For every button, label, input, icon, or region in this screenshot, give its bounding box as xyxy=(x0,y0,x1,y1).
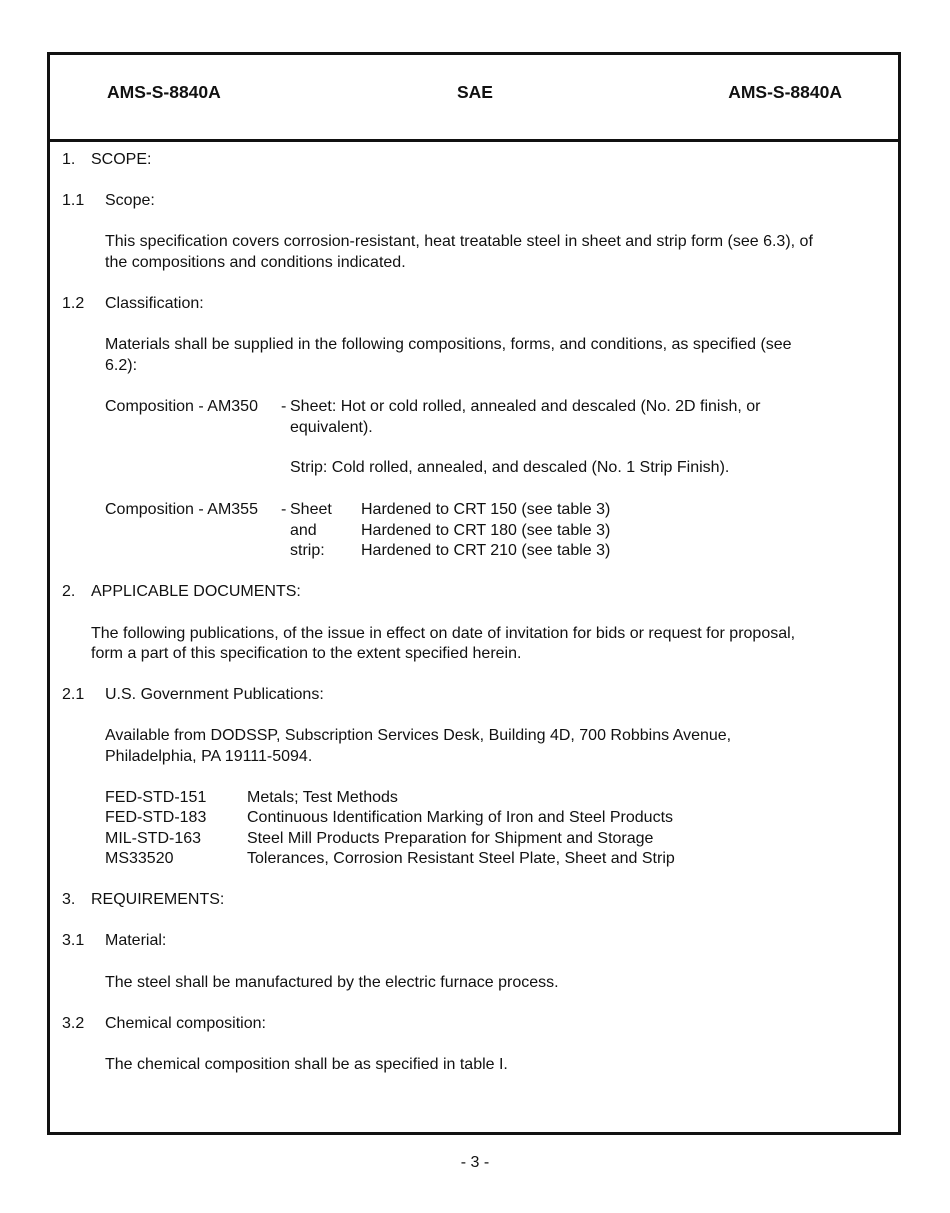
paragraph-line: This specification covers corrosion-resistant, heat treatable steel in sheet and strip form (see 6.3), of xyxy=(105,233,813,250)
section-number: 1. xyxy=(62,151,76,168)
hardness-condition: Hardened to CRT 210 (see table 3) xyxy=(361,542,611,559)
sheet-condition-line: equivalent). xyxy=(290,419,373,436)
strip-condition: Strip: Cold rolled, annealed, and descaled (No. 1 Strip Finish). xyxy=(290,459,730,476)
subsection-title: Chemical composition: xyxy=(105,1015,266,1032)
subsection-title: Classification: xyxy=(105,295,204,312)
subsection-number: 1.2 xyxy=(62,295,85,312)
subsection-title: Material: xyxy=(105,932,167,949)
hardness-condition: Hardened to CRT 180 (see table 3) xyxy=(361,522,611,539)
section-title: REQUIREMENTS: xyxy=(91,891,225,908)
hardness-condition: Hardened to CRT 150 (see table 3) xyxy=(361,501,611,518)
composition-dash: - xyxy=(281,398,287,415)
subsection-number: 3.1 xyxy=(62,932,85,949)
paragraph-line: Philadelphia, PA 19111-5094. xyxy=(105,748,313,765)
header-doc-number-right: AMS-S-8840A xyxy=(728,82,842,102)
doc-title: Metals; Test Methods xyxy=(247,789,398,806)
section-number: 3. xyxy=(62,891,76,908)
paragraph-line: the compositions and conditions indicated. xyxy=(105,254,406,271)
page-header xyxy=(50,55,898,142)
paragraph-line: The chemical composition shall be as specified in table I. xyxy=(105,1056,508,1073)
header-doc-number-left: AMS-S-8840A xyxy=(107,82,221,102)
doc-title: Tolerances, Corrosion Resistant Steel Plate, Sheet and Strip xyxy=(247,850,675,867)
page-number: - 3 - xyxy=(460,1154,490,1171)
subsection-title: U.S. Government Publications: xyxy=(105,686,324,703)
doc-id: MIL-STD-163 xyxy=(105,830,202,847)
section-number: 2. xyxy=(62,583,76,600)
paragraph-line: form a part of this specification to the extent specified herein. xyxy=(91,645,522,662)
subsection-number: 2.1 xyxy=(62,686,85,703)
section-title: SCOPE: xyxy=(91,151,152,168)
subsection-title: Scope: xyxy=(105,192,155,209)
subsection-number: 1.1 xyxy=(62,192,85,209)
doc-id: MS33520 xyxy=(105,850,174,867)
section-title: APPLICABLE DOCUMENTS: xyxy=(91,583,301,600)
composition-label: Composition - AM355 xyxy=(105,501,258,518)
paragraph-line: 6.2): xyxy=(105,357,138,374)
paragraph-line: The steel shall be manufactured by the electric furnace process. xyxy=(105,974,559,991)
form-label: Sheet xyxy=(290,501,332,518)
composition-label: Composition - AM350 xyxy=(105,398,258,415)
paragraph-line: The following publications, of the issue in effect on date of invitation for bids or request for proposal, xyxy=(91,625,796,642)
doc-id: FED-STD-151 xyxy=(105,789,207,806)
header-organization: SAE xyxy=(457,82,493,102)
doc-title: Steel Mill Products Preparation for Shipment and Storage xyxy=(247,830,654,847)
form-label: and xyxy=(290,522,317,539)
paragraph-line: Available from DODSSP, Subscription Services Desk, Building 4D, 700 Robbins Avenue, xyxy=(105,727,732,744)
form-label: strip: xyxy=(290,542,325,559)
composition-dash: - xyxy=(281,501,287,518)
doc-id: FED-STD-183 xyxy=(105,809,207,826)
doc-title: Continuous Identification Marking of Iron and Steel Products xyxy=(247,809,674,826)
sheet-condition-line: Sheet: Hot or cold rolled, annealed and descaled (No. 2D finish, or xyxy=(290,398,761,415)
paragraph-line: Materials shall be supplied in the following compositions, forms, and conditions, as specified (see xyxy=(105,336,792,353)
subsection-number: 3.2 xyxy=(62,1015,85,1032)
